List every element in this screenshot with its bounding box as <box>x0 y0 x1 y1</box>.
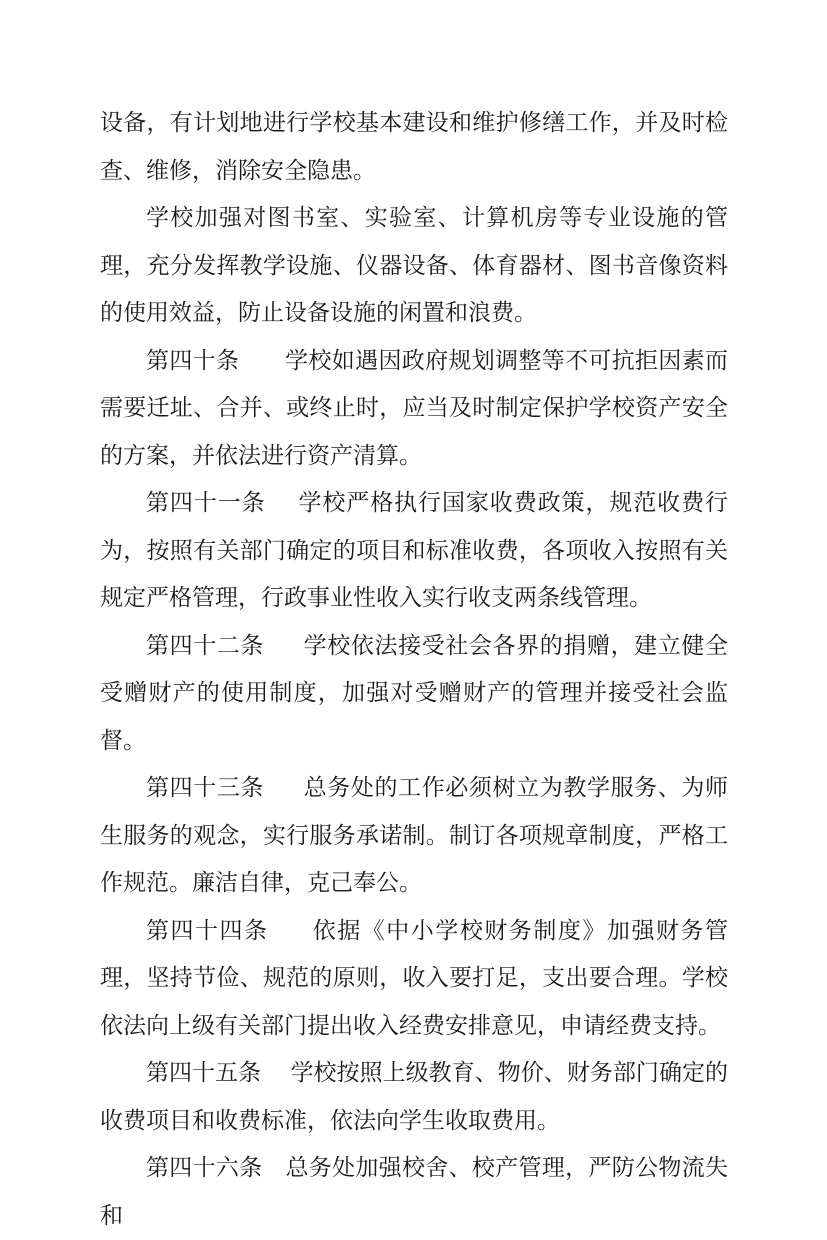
article-42 <box>100 623 728 766</box>
article-number: 第四十条 <box>146 347 240 374</box>
article-46 <box>100 1145 728 1240</box>
article-number: 第四十三条 <box>146 775 265 801</box>
article-40 <box>100 338 728 481</box>
article-number: 第四十五条 <box>146 1060 262 1086</box>
paragraph-text: 设备，有计划地进行学校基本建设和维护修缮工作，并及时检查、维修，消除安全隐患。 <box>100 110 728 184</box>
article-text: 学校依法接受社会各界的捐赠，建立健全受赠财产的使用制度，加强对受赠财产的管理并接受社会监督。 <box>100 632 729 754</box>
paragraph-facility-management <box>100 195 728 338</box>
document-body <box>100 100 728 1240</box>
article-text: 学校严格执行国家收费政策，规范收费行为，按照有关部门确定的项目和标准收费，各项收入按照有关规定严格管理，行政事业性收入实行收支两条线管理。 <box>100 490 729 611</box>
paragraph-text: 学校加强对图书室、实验室、计算机房等专业设施的管理，充分发挥教学设施、仪器设备、体育器材、图书音像资料的使用效益，防止设备设施的闲置和浪费。 <box>100 205 728 326</box>
article-41 <box>100 480 728 623</box>
article-number: 第四十六条 <box>146 1155 263 1181</box>
article-text: 学校按照上级教育、物价、财务部门确定的收费项目和收费标准，依法向学生收取费用。 <box>100 1060 729 1134</box>
article-text: 依据《中小学校财务制度》加强财务管理，坚持节俭、规范的原则，收入要打足，支出要合理。学校依法向上级有关部门提出收入经费安排意见，申请经费支持。 <box>100 917 729 1039</box>
article-44 <box>100 908 728 1051</box>
article-text: 学校如遇因政府规划调整等不可抗拒因素而需要迁址、合并、或终止时，应当及时制定保护学校资产安全的方案，并依法进行资产清算。 <box>100 347 729 469</box>
article-number: 第四十一条 <box>146 490 266 516</box>
article-43 <box>100 765 728 908</box>
article-text: 总务处加强校舍、校产管理，严防公物流失和 <box>100 1155 729 1229</box>
article-number: 第四十二条 <box>146 632 265 659</box>
article-45 <box>100 1050 728 1145</box>
article-number: 第四十四条 <box>146 917 269 944</box>
article-text: 总务处的工作必须树立为教学服务、为师生服务的观念，实行服务承诺制。制订各项规章制度，严格工作规范。廉洁自律，克己奉公。 <box>100 775 729 896</box>
paragraph-continuation <box>100 100 728 195</box>
